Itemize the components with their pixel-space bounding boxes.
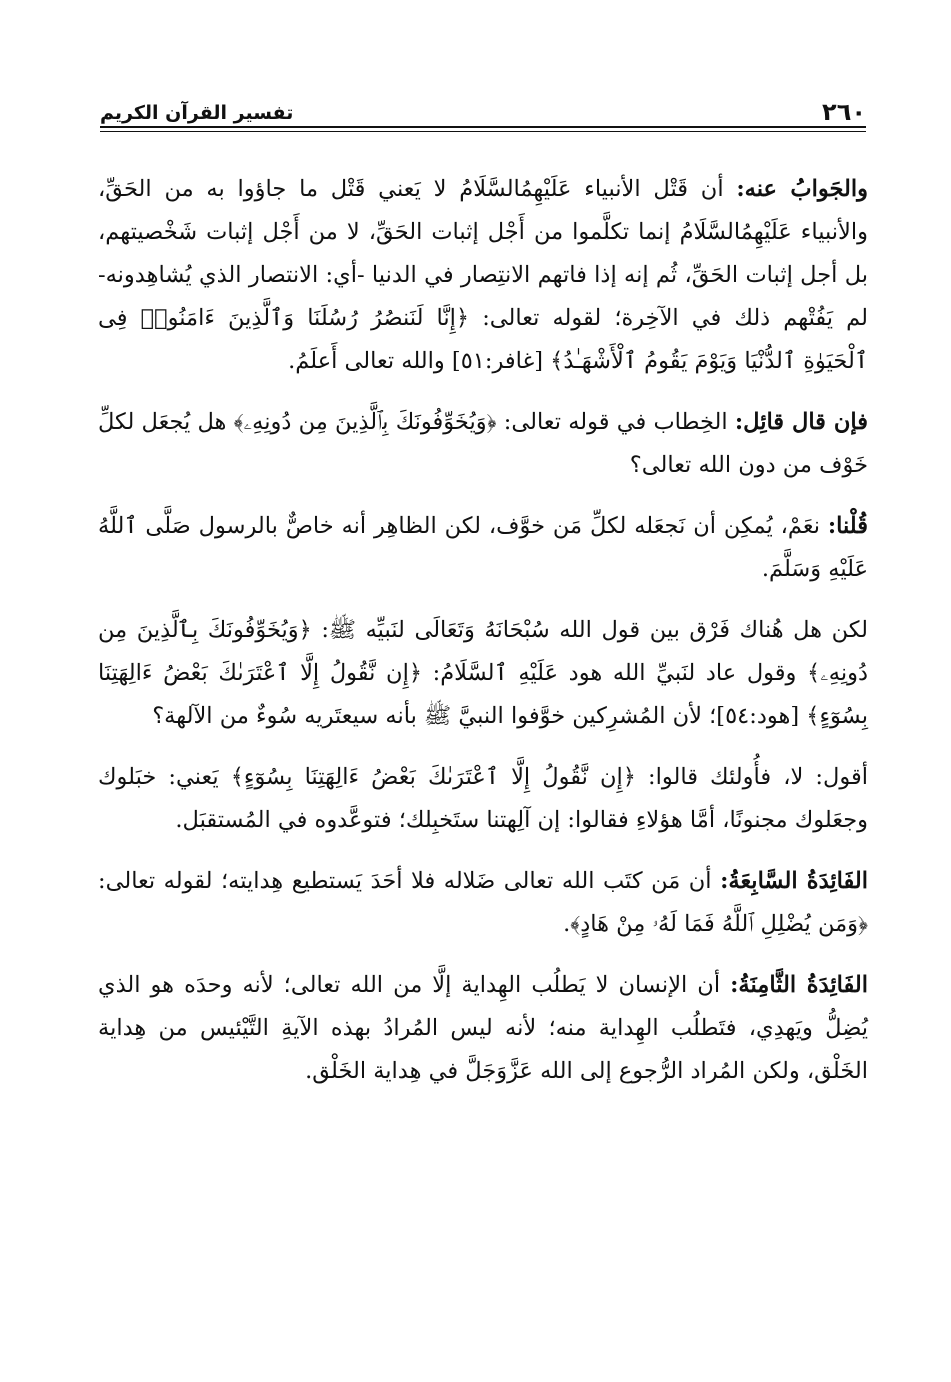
paragraph-text: لكن هل هُناك فَرْق بين قول الله سُبْحَانَهُ وَتَعَالَى لنَبيِّه ﷺ: ﴿وَيُخَوِّفُونَكَ بِٱلَّذِينَ مِن دُونِهِۦ﴾ وقول عاد لنَبيِّ الله هود عَلَيْهِ ٱلسَّلَامُ: ﴿إِن نَّقُولُ إِلَّا ٱعْتَرَىٰكَ بَعْضُ ءَالِهَتِنَا بِسُوٓءٍ﴾ [هود:٥٤]؛ لأن المُشرِكين خوَّفوا النبيَّ ﷺ بأنه سيعتَريه سُوءٌ من الآلهة؟ xyxy=(98,617,868,729)
page-header xyxy=(100,92,866,126)
paragraph-question xyxy=(98,401,868,487)
paragraph-lead: والجَوابُ عنه: xyxy=(736,176,868,202)
paragraph-lead: الفَائِدَةُ السَّابِعَةُ: xyxy=(720,868,869,894)
paragraph-statement xyxy=(98,756,868,842)
paragraph-answer xyxy=(98,168,868,383)
paragraph-benefit-eight xyxy=(98,964,868,1093)
paragraph-text: أقول: لا، فأُولئك قالوا: ﴿إِن نَّقُولُ إِلَّا ٱعْتَرَىٰكَ بَعْضُ ءَالِهَتِنَا بِسُوٓءٍ﴾ يَعني: خبَلوك وجعَلوك مجنونًا، أمَّا هؤلاءِ فقالوا: إن آلِهتنا ستَخبِلك؛ فتوعَّدوه في المُستقبَل. xyxy=(98,764,868,833)
paragraph-text: نعَمْ، يُمكِن أن نَجعَله لكلِّ مَن خوَّف، لكن الظاهِر أنه خاصٌّ بالرسول صَلَّى ٱللَّهُ عَلَيْهِ وَسَلَّمَ. xyxy=(98,513,868,582)
running-title: تفسير القرآن الكريم xyxy=(100,102,294,124)
paragraph-difference xyxy=(98,609,868,738)
paragraph-text: أن الإنسان لا يَطلُب الهِداية إلَّا من الله تعالى؛ لأنه وحدَه هو الذي يُضِلُّ ويَهدِي، فتَطلُب الهِداية منه؛ لأنه ليس المُرادُ بهذه الآيةِ التَّيْئيس من هِداية الخَلْق، ولكن المُراد الرُّجوع إلى الله عَزَّوَجَلَّ في هِداية الخَلْق. xyxy=(98,972,868,1084)
paragraph-reply xyxy=(98,505,868,591)
header-rule-thin xyxy=(100,131,866,132)
paragraph-lead: الفَائِدَةُ الثَّامِنَةُ: xyxy=(730,972,869,998)
header-rule xyxy=(100,126,866,128)
paragraph-text: أن قَتْل الأنبياء عَلَيْهِمُالسَّلَامُ لا يَعني قَتْل ما جاؤوا به من الحَقِّ، والأنبياء عَلَيْهِمُالسَّلَامُ إنما تكلَّموا من أَجْل إثبات الحَقِّ، لا من أَجْل إثبات شَخْصيتهم، بل أجل إثبات الحَقِّ، ثُم إنه إذا فاتهم الانتِصار في الدنيا -أي: الانتصار الذي يُشاهِدونه- لم يَفُتْهم ذلك في الآخِرة؛ لقوله تعالى: ﴿إِنَّا لَنَنصُرُ رُسُلَنَا وَٱلَّذِينَ ءَامَنُوا۟ فِى ٱلْحَيَوٰةِ ٱلدُّنْيَا وَيَوْمَ يَقُومُ ٱلْأَشْهَـٰدُ﴾ [غافر:٥١] والله تعالى أَعلَمُ. xyxy=(98,176,868,374)
paragraph-text: الخِطاب في قوله تعالى: ﴿وَيُخَوِّفُونَكَ بِٱلَّذِينَ مِن دُونِهِۦ﴾ هل يُجعَل لكلِّ خَوْف من دون الله تعالى؟ xyxy=(98,409,868,478)
paragraph-lead: فإن قال قائِل: xyxy=(734,409,868,435)
body-text xyxy=(98,168,868,1111)
page-number: ٢٦٠ xyxy=(822,98,866,126)
paragraph-benefit-seven xyxy=(98,860,868,946)
paragraph-lead: قُلْنا: xyxy=(827,513,868,539)
paragraph-text: أن مَن كتَب الله تعالى ضَلاله فلا أحَدَ يَستطيع هِدايته؛ لقوله تعالى: ﴿وَمَن يُضْلِلِ ٱللَّهُ فَمَا لَهُۥ مِنْ هَادٍ﴾. xyxy=(98,868,868,937)
